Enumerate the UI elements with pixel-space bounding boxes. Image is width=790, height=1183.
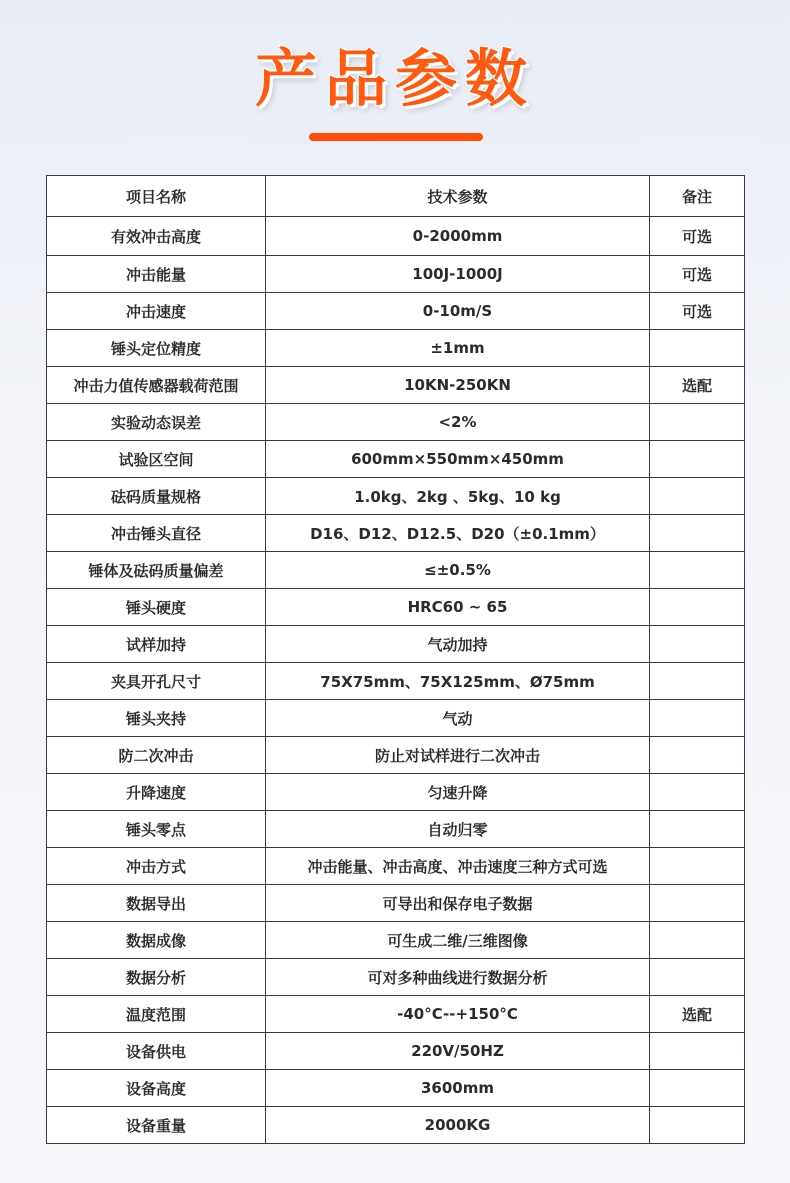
column-header-name: 项目名称 xyxy=(47,176,266,217)
table-header-row xyxy=(47,176,745,217)
cell-item-value: 1.0kg、2kg 、5kg、10 kg xyxy=(266,478,650,515)
table-row xyxy=(47,1070,745,1107)
cell-item-name: 数据导出 xyxy=(47,885,266,922)
cell-item-name: 夹具开孔尺寸 xyxy=(47,663,266,700)
table-row xyxy=(47,1033,745,1070)
table-row xyxy=(47,217,745,256)
cell-item-value: 75X75mm、75X125mm、Ø75mm xyxy=(266,663,650,700)
cell-item-value: -40°C--+150°C xyxy=(266,996,650,1033)
table-row xyxy=(47,700,745,737)
table-row xyxy=(47,663,745,700)
cell-item-value: 0-10m/S xyxy=(266,293,650,330)
cell-item-name: 试验区空间 xyxy=(47,441,266,478)
cell-item-note: 可选 xyxy=(650,217,745,256)
table-row xyxy=(47,885,745,922)
cell-item-name: 实验动态误差 xyxy=(47,404,266,441)
cell-item-note xyxy=(650,959,745,996)
table-row xyxy=(47,922,745,959)
cell-item-note xyxy=(650,441,745,478)
cell-item-note xyxy=(650,663,745,700)
parameters-table xyxy=(46,175,745,1144)
table-row xyxy=(47,256,745,293)
cell-item-note xyxy=(650,848,745,885)
cell-item-value: 3600mm xyxy=(266,1070,650,1107)
cell-item-value: ±1mm xyxy=(266,330,650,367)
cell-item-note: 选配 xyxy=(650,996,745,1033)
cell-item-name: 数据成像 xyxy=(47,922,266,959)
table-row xyxy=(47,515,745,552)
table-row xyxy=(47,441,745,478)
cell-item-note: 选配 xyxy=(650,367,745,404)
cell-item-note xyxy=(650,1107,745,1144)
cell-item-note xyxy=(650,626,745,663)
table-row xyxy=(47,330,745,367)
table-body xyxy=(47,217,745,1144)
cell-item-value: 10KN-250KN xyxy=(266,367,650,404)
cell-item-note xyxy=(650,922,745,959)
cell-item-name: 锤头硬度 xyxy=(47,589,266,626)
table-row xyxy=(47,737,745,774)
cell-item-value: 防止对试样进行二次冲击 xyxy=(266,737,650,774)
cell-item-name: 锤体及砝码质量偏差 xyxy=(47,552,266,589)
cell-item-name: 冲击速度 xyxy=(47,293,266,330)
cell-item-note: 可选 xyxy=(650,256,745,293)
cell-item-value: 600mm×550mm×450mm xyxy=(266,441,650,478)
table-row xyxy=(47,626,745,663)
cell-item-value: 220V/50HZ xyxy=(266,1033,650,1070)
table-row xyxy=(47,367,745,404)
cell-item-note xyxy=(650,552,745,589)
cell-item-name: 设备重量 xyxy=(47,1107,266,1144)
cell-item-value: ≤±0.5% xyxy=(266,552,650,589)
table-row xyxy=(47,293,745,330)
cell-item-value: 自动归零 xyxy=(266,811,650,848)
cell-item-name: 冲击力值传感器载荷范围 xyxy=(47,367,266,404)
cell-item-name: 升降速度 xyxy=(47,774,266,811)
cell-item-name: 设备高度 xyxy=(47,1070,266,1107)
cell-item-name: 数据分析 xyxy=(47,959,266,996)
cell-item-value: 气动 xyxy=(266,700,650,737)
cell-item-note xyxy=(650,737,745,774)
cell-item-note xyxy=(650,1033,745,1070)
cell-item-name: 温度范围 xyxy=(47,996,266,1033)
cell-item-note xyxy=(650,515,745,552)
table-row xyxy=(47,811,745,848)
cell-item-note xyxy=(650,330,745,367)
cell-item-note xyxy=(650,700,745,737)
cell-item-note xyxy=(650,774,745,811)
table-row xyxy=(47,552,745,589)
title-underline xyxy=(309,133,483,141)
cell-item-name: 锤头定位精度 xyxy=(47,330,266,367)
cell-item-value: 100J-1000J xyxy=(266,256,650,293)
cell-item-name: 锤头夹持 xyxy=(47,700,266,737)
table-row xyxy=(47,404,745,441)
cell-item-name: 冲击方式 xyxy=(47,848,266,885)
cell-item-name: 砝码质量规格 xyxy=(47,478,266,515)
table-row xyxy=(47,996,745,1033)
page-title: 产品参数 xyxy=(254,42,535,115)
cell-item-note xyxy=(650,1070,745,1107)
column-header-note: 备注 xyxy=(650,176,745,217)
table-row xyxy=(47,1107,745,1144)
cell-item-value: 冲击能量、冲击高度、冲击速度三种方式可选 xyxy=(266,848,650,885)
table-row xyxy=(47,848,745,885)
cell-item-note xyxy=(650,811,745,848)
cell-item-value: 0-2000mm xyxy=(266,217,650,256)
cell-item-note: 可选 xyxy=(650,293,745,330)
table-row xyxy=(47,959,745,996)
table-row xyxy=(47,478,745,515)
cell-item-note xyxy=(650,478,745,515)
cell-item-note xyxy=(650,404,745,441)
cell-item-name: 有效冲击高度 xyxy=(47,217,266,256)
cell-item-value: <2% xyxy=(266,404,650,441)
cell-item-value: 可导出和保存电子数据 xyxy=(266,885,650,922)
table-row xyxy=(47,774,745,811)
cell-item-note xyxy=(650,589,745,626)
column-header-value: 技术参数 xyxy=(266,176,650,217)
cell-item-value: HRC60 ~ 65 xyxy=(266,589,650,626)
cell-item-name: 试样加持 xyxy=(47,626,266,663)
cell-item-value: 可生成二维/三维图像 xyxy=(266,922,650,959)
cell-item-name: 冲击能量 xyxy=(47,256,266,293)
cell-item-value: 气动加持 xyxy=(266,626,650,663)
cell-item-value: 匀速升降 xyxy=(266,774,650,811)
cell-item-name: 锤头零点 xyxy=(47,811,266,848)
cell-item-value: 可对多种曲线进行数据分析 xyxy=(266,959,650,996)
cell-item-value: D16、D12、D12.5、D20（±0.1mm） xyxy=(266,515,650,552)
cell-item-value: 2000KG xyxy=(266,1107,650,1144)
page-title-container xyxy=(0,40,790,120)
cell-item-name: 设备供电 xyxy=(47,1033,266,1070)
cell-item-name: 冲击锤头直径 xyxy=(47,515,266,552)
cell-item-note xyxy=(650,885,745,922)
table-row xyxy=(47,589,745,626)
cell-item-name: 防二次冲击 xyxy=(47,737,266,774)
